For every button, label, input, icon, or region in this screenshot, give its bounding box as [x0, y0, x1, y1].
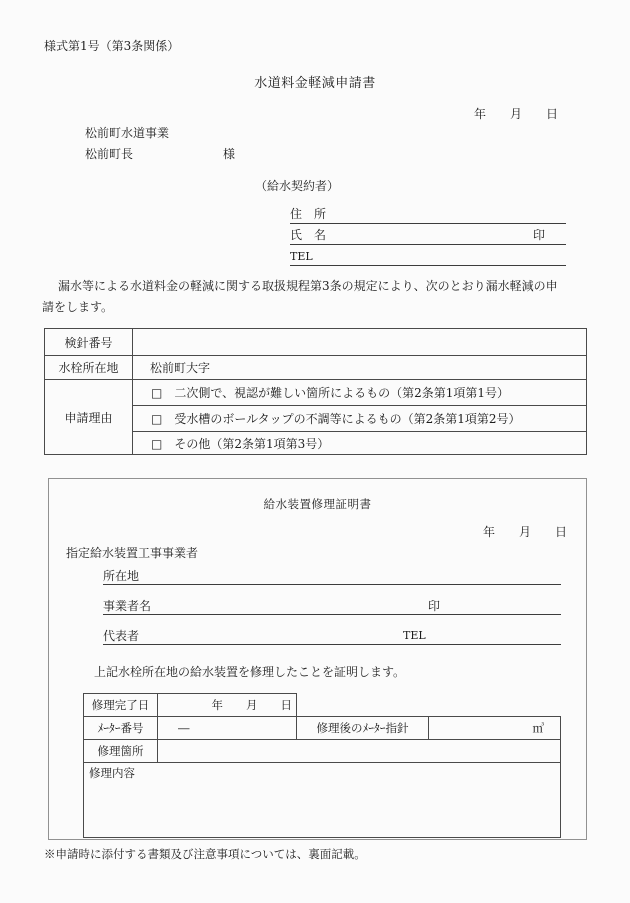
address-input-line[interactable] [326, 206, 566, 223]
statement-line-2: 請をします。 [42, 300, 114, 314]
repair-content-label: 修理内容 [89, 766, 135, 780]
repair-content-cell[interactable] [84, 763, 561, 838]
location-field-row [103, 568, 561, 585]
repair-place-label: 修理箇所 [84, 740, 158, 763]
completion-date-value[interactable]: 年 月 日 [158, 694, 297, 717]
repair-certificate-box [48, 478, 587, 840]
meter-repair-table [83, 716, 561, 838]
name-label: 氏 名 [290, 228, 327, 242]
reason-option-1 [133, 380, 587, 406]
applicant-section-label: （給水契約者） [255, 179, 340, 193]
table-row [84, 717, 561, 740]
table-row [84, 763, 561, 838]
certificate-statement: 上記水栓所在地の給水装置を修理したことを証明します。 [94, 665, 406, 679]
tel-input-line[interactable] [313, 248, 566, 265]
page-title: 水道料金軽減申請書 [254, 76, 376, 91]
location-label: 所在地 [103, 569, 140, 583]
reason-1-text: 二次側で、視認が難しい箇所によるもの（第2条第1項第1号） [174, 386, 510, 400]
certificate-tel-label: TEL [403, 629, 426, 642]
name-field-row [290, 227, 566, 245]
meter-number-value[interactable]: ― [158, 717, 297, 740]
meter-reading-unit-cell[interactable]: ㎥ [429, 717, 561, 740]
addressee-mayor-label: 松前町長 [85, 147, 134, 161]
table-row [45, 356, 587, 380]
business-name-field-row [103, 598, 561, 615]
reason-option-2 [133, 406, 587, 432]
meter-reading-label: 修理後のﾒｰﾀｰ指針 [297, 717, 429, 740]
business-name-input-line[interactable] [151, 598, 561, 614]
completion-date-table [83, 693, 297, 717]
application-date-line: 年 月 日 [473, 107, 558, 121]
certificate-date-line: 年 月 日 [482, 525, 567, 539]
meter-number-label: ﾒｰﾀｰ番号 [84, 717, 158, 740]
application-statement [42, 276, 558, 318]
location-input-line[interactable] [139, 568, 561, 584]
certificate-seal-mark-label: 印 [428, 599, 441, 613]
table-row [84, 694, 297, 717]
checkbox-reason-3-icon[interactable]: □ [151, 436, 163, 451]
representative-label: 代表者 [103, 629, 140, 643]
honorific-label: 様 [223, 147, 236, 161]
reason-label: 申請理由 [45, 380, 133, 455]
representative-field-row [103, 628, 561, 645]
application-table [44, 328, 587, 455]
reason-option-3 [133, 432, 587, 455]
table-row [45, 380, 587, 406]
certificate-title: 給水装置修理証明書 [263, 497, 372, 511]
tap-location-value: 松前町大字 [133, 356, 587, 380]
address-label: 住 所 [290, 207, 327, 221]
meter-check-number-value[interactable] [133, 329, 587, 356]
reason-2-text: 受水槽のボールタップの不調等によるもの（第2条第1項第2号） [174, 412, 521, 426]
repair-details-table [83, 693, 561, 838]
repair-place-value[interactable] [158, 740, 561, 763]
reason-3-text: その他（第2条第1項第3号） [174, 436, 330, 451]
checkbox-reason-2-icon[interactable]: □ [151, 412, 163, 426]
name-input-line[interactable] [326, 227, 566, 244]
table-row [84, 740, 561, 763]
business-name-label: 事業者名 [103, 599, 152, 613]
contractor-label: 指定給水装置工事事業者 [66, 546, 199, 560]
meter-check-number-label: 検針番号 [45, 329, 133, 356]
addressee-organization: 松前町水道事業 [85, 126, 170, 140]
form-number: 様式第1号（第3条関係） [44, 39, 180, 53]
checkbox-reason-1-icon[interactable]: □ [151, 386, 163, 400]
representative-input-line[interactable] [139, 628, 561, 644]
table-row [45, 329, 587, 356]
tap-location-label: 水栓所在地 [45, 356, 133, 380]
statement-line-1: 漏水等による水道料金の軽減に関する取扱規程第3条の規定により、次のとおり漏水軽減の申 [58, 279, 558, 293]
tel-label: TEL [290, 250, 313, 263]
address-field-row [290, 206, 566, 224]
footnote: ※申請時に添付する書類及び注意事項については、裏面記載。 [44, 847, 366, 861]
tel-field-row [290, 248, 566, 266]
seal-mark-label: 印 [533, 228, 546, 242]
completion-date-label: 修理完了日 [84, 694, 158, 717]
addressee-mayor-row [85, 145, 305, 162]
